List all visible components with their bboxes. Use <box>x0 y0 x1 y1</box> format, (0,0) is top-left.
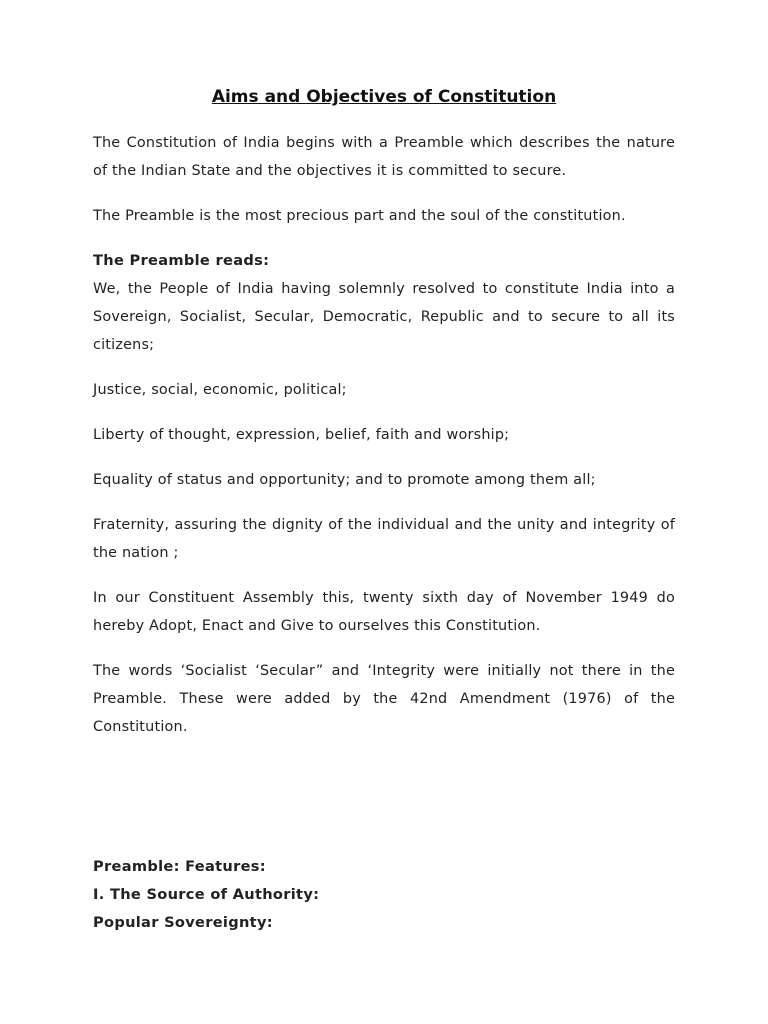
equality-paragraph: Equality of status and opportunity; and to promote among them all; <box>93 472 596 488</box>
source-of-authority-heading: I. The Source of Authority: <box>93 886 320 903</box>
amendment-paragraph: The words ‘Socialist ‘Secular” and ‘Integrity were initially not there in the Preamble. These were added by the 42nd Amendment (1976) of the Constitution. <box>93 663 675 735</box>
document-page <box>93 86 675 937</box>
liberty-paragraph: Liberty of thought, expression, belief, faith and worship; <box>93 427 510 443</box>
intro-paragraph: The Constitution of India begins with a Preamble which describes the nature of the Indian State and the objectives it is committed to secure. <box>93 135 675 179</box>
preamble-opening-paragraph: We, the People of India having solemnly resolved to constitute India into a Sovereign, Socialist, Secular, Democratic, Republic and to secure to all its citizens; <box>93 281 675 353</box>
assembly-paragraph: In our Constituent Assembly this, twenty sixth day of November 1949 do hereby Adopt, Enact and Give to ourselves this Constitution. <box>93 590 675 634</box>
popular-sovereignty-heading: Popular Sovereignty: <box>93 914 273 931</box>
blank-space <box>93 741 675 853</box>
fraternity-paragraph: Fraternity, assuring the dignity of the individual and the unity and integrity of the nation ; <box>93 517 675 561</box>
justice-paragraph: Justice, social, economic, political; <box>93 382 347 398</box>
features-heading: Preamble: Features: <box>93 858 266 875</box>
preamble-heading: The Preamble reads: <box>93 252 270 269</box>
soul-paragraph: The Preamble is the most precious part and the soul of the constitution. <box>93 208 626 224</box>
document-title: Aims and Objectives of Constitution <box>211 87 557 107</box>
